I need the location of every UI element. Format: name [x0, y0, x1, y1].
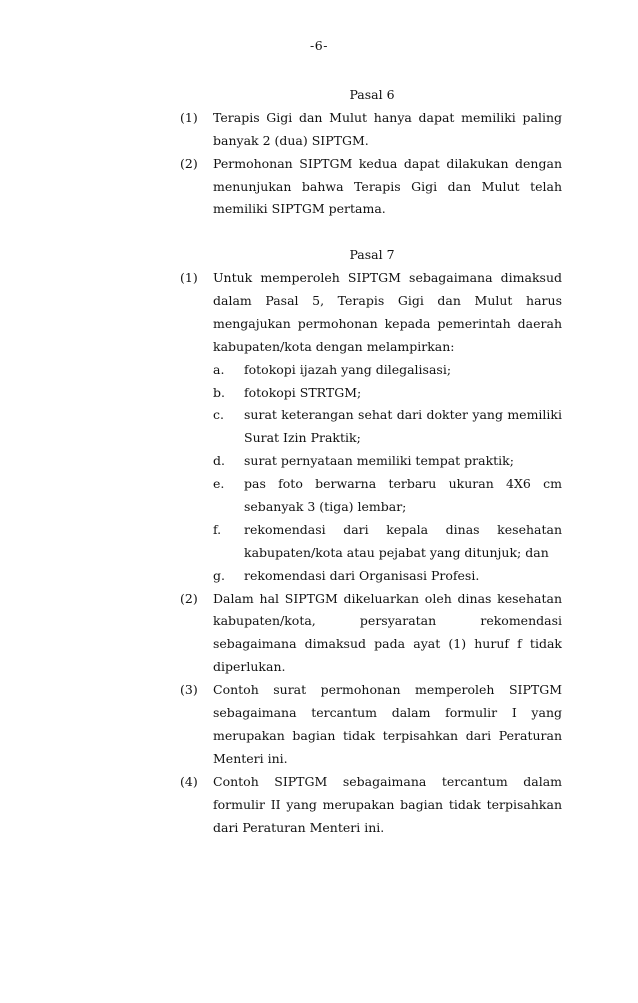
list-item-line: sebanyak 3 (tiga) lembar; [244, 499, 407, 515]
ayat-line: Permohonan SIPTGM kedua dapat dilakukan dengan [213, 155, 562, 171]
pasal-7-ayat-2 [0, 588, 560, 680]
list-item-line: rekomendasi dari kepala dinas kesehatan [244, 521, 562, 537]
document-body [0, 84, 638, 839]
list-item-line: fotokopi STRTGM; [244, 384, 362, 400]
ayat-line: menunjukan bahwa Terapis Gigi dan Mulut telah [213, 178, 562, 194]
ayat-number: (1) [180, 270, 198, 286]
ayat-line: memiliki SIPTGM pertama. [213, 201, 386, 217]
ayat-line: formulir II yang merupakan bagian tidak terpisahkan [213, 796, 562, 812]
ayat-line: dalam Pasal 5, Terapis Gigi dan Mulut harus [213, 293, 562, 309]
ayat-number: (3) [180, 682, 198, 698]
list-item-line: Surat Izin Praktik; [244, 430, 361, 446]
ayat-number: (1) [180, 109, 198, 125]
ayat-line: Untuk memperoleh SIPTGM sebagaimana dimaksud [213, 270, 562, 286]
pasal-7-title: Pasal 7 [349, 247, 395, 263]
list-item-letter: b. [213, 384, 225, 400]
ayat-line: Contoh surat permohonan memperoleh SIPTGM [213, 682, 562, 698]
list-item-letter: c. [213, 407, 224, 423]
ayat-number: (2) [180, 155, 198, 171]
ayat-line: banyak 2 (dua) SIPTGM. [213, 132, 369, 148]
pasal-6-ayat-1 [0, 107, 560, 153]
ayat-line: Dalam hal SIPTGM dikeluarkan oleh dinas kesehatan [213, 590, 562, 606]
list-item [213, 519, 562, 565]
list-item-letter: g. [213, 567, 225, 583]
pasal-7-ayat-3 [0, 679, 560, 771]
requirements-list [213, 359, 562, 588]
list-item-line: fotokopi ijazah yang dilegalisasi; [244, 361, 452, 377]
page-number: -6- [310, 38, 328, 53]
list-item-line: rekomendasi dari Organisasi Profesi. [244, 567, 480, 583]
ayat-line: Menteri ini. [213, 750, 288, 766]
ayat-line: sebagaimana tercantum dalam formulir I yang [213, 705, 562, 721]
list-item [213, 450, 562, 473]
list-item [213, 404, 562, 450]
ayat-line: Contoh SIPTGM sebagaimana tercantum dalam [213, 773, 562, 789]
ayat-line: kabupaten/kota dengan melampirkan: [213, 338, 455, 354]
list-item-letter: a. [213, 361, 225, 377]
list-item-letter: d. [213, 453, 225, 469]
list-item [213, 473, 562, 519]
list-item-line: pas foto berwarna terbaru ukuran 4X6 cm [244, 476, 562, 492]
list-item-line: surat pernyataan memiliki tempat praktik; [244, 453, 514, 469]
ayat-line: diperlukan. [213, 659, 286, 675]
ayat-line: dari Peraturan Menteri ini. [213, 819, 385, 835]
list-item-line: surat keterangan sehat dari dokter yang memiliki [244, 407, 562, 423]
ayat-line: kabupaten/kota, persyaratan rekomendasi [213, 613, 562, 629]
list-item-letter: e. [213, 476, 225, 492]
ayat-number: (2) [180, 590, 198, 606]
ayat-number: (4) [180, 773, 198, 789]
pasal-7-ayat-4 [0, 771, 560, 840]
list-item-letter: f. [213, 521, 222, 537]
ayat-line: merupakan bagian tidak terpisahkan dari Peraturan [213, 727, 562, 743]
list-item [213, 382, 562, 405]
ayat-line: Terapis Gigi dan Mulut hanya dapat memiliki paling [213, 109, 562, 125]
ayat-line: mengajukan permohonan kepada pemerintah daerah [213, 315, 562, 331]
list-item [213, 565, 562, 588]
list-item-line: kabupaten/kota atau pejabat yang ditunjuk; dan [244, 544, 549, 560]
pasal-7-ayat-1 [0, 267, 560, 359]
pasal-6-ayat-2 [0, 153, 560, 222]
list-item [213, 359, 562, 382]
ayat-line: sebagaimana dimaksud pada ayat (1) huruf f tidak [213, 636, 562, 652]
pasal-6-title: Pasal 6 [349, 87, 395, 102]
